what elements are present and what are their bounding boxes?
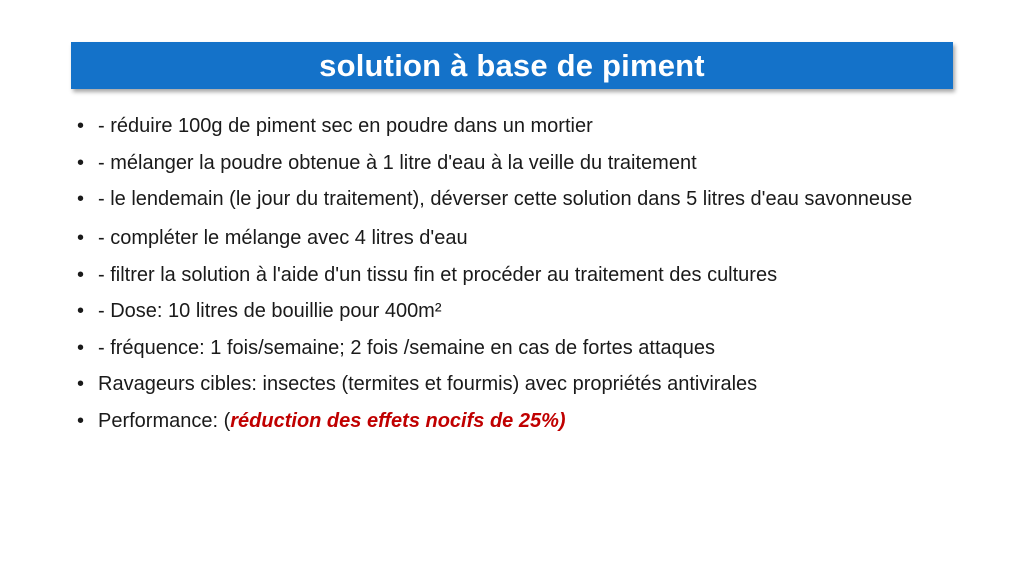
bullet-item-dose bbox=[77, 299, 957, 324]
bullet-item-frequency bbox=[77, 336, 957, 361]
title-bar bbox=[71, 42, 953, 89]
bullet-item-grind bbox=[77, 114, 957, 139]
bullet-text: Ravageurs cibles: insectes (termites et fourmis) avec propriétés antivirales bbox=[98, 373, 758, 395]
bullet-text: - Dose: 10 litres de bouillie pour 400m² bbox=[98, 300, 442, 322]
bullet-item-performance bbox=[77, 409, 957, 434]
bullet-item-mix bbox=[77, 151, 957, 176]
bullet-text: - filtrer la solution à l'aide d'un tissu fin et procéder au traitement des cultures bbox=[98, 263, 778, 286]
bullet-dot: • bbox=[77, 227, 85, 249]
bullet-text: - fréquence: 1 fois/semaine; 2 fois /semaine en cas de fortes attaques bbox=[98, 336, 716, 359]
bullet-item-filter bbox=[77, 263, 957, 288]
performance-prefix: Performance: ( bbox=[98, 409, 231, 432]
performance-highlight: réduction des effets nocifs de 25%) bbox=[230, 409, 566, 432]
bullet-text: - réduire 100g de piment sec en poudre dans un mortier bbox=[98, 115, 593, 137]
bullet-item-pests bbox=[77, 372, 957, 397]
bullet-text: - le lendemain (le jour du traitement), déverser cette solution dans 5 litres d'eau savonneuse bbox=[98, 188, 913, 210]
bullet-dot: • bbox=[77, 409, 85, 432]
slide-title: solution à base de piment bbox=[319, 47, 705, 83]
bullet-dot: • bbox=[77, 188, 85, 210]
bullet-list bbox=[77, 114, 957, 445]
bullet-item-complete bbox=[77, 226, 957, 251]
bullet-item-pour bbox=[77, 187, 957, 212]
bullet-dot: • bbox=[77, 373, 85, 395]
bullet-text: - compléter le mélange avec 4 litres d'eau bbox=[98, 227, 468, 249]
bullet-dot: • bbox=[77, 115, 85, 137]
bullet-dot: • bbox=[77, 151, 85, 174]
bullet-dot: • bbox=[77, 263, 85, 286]
bullet-text: - mélanger la poudre obtenue à 1 litre d'eau à la veille du traitement bbox=[98, 151, 697, 174]
bullet-dot: • bbox=[77, 336, 85, 359]
bullet-dot: • bbox=[77, 300, 85, 322]
